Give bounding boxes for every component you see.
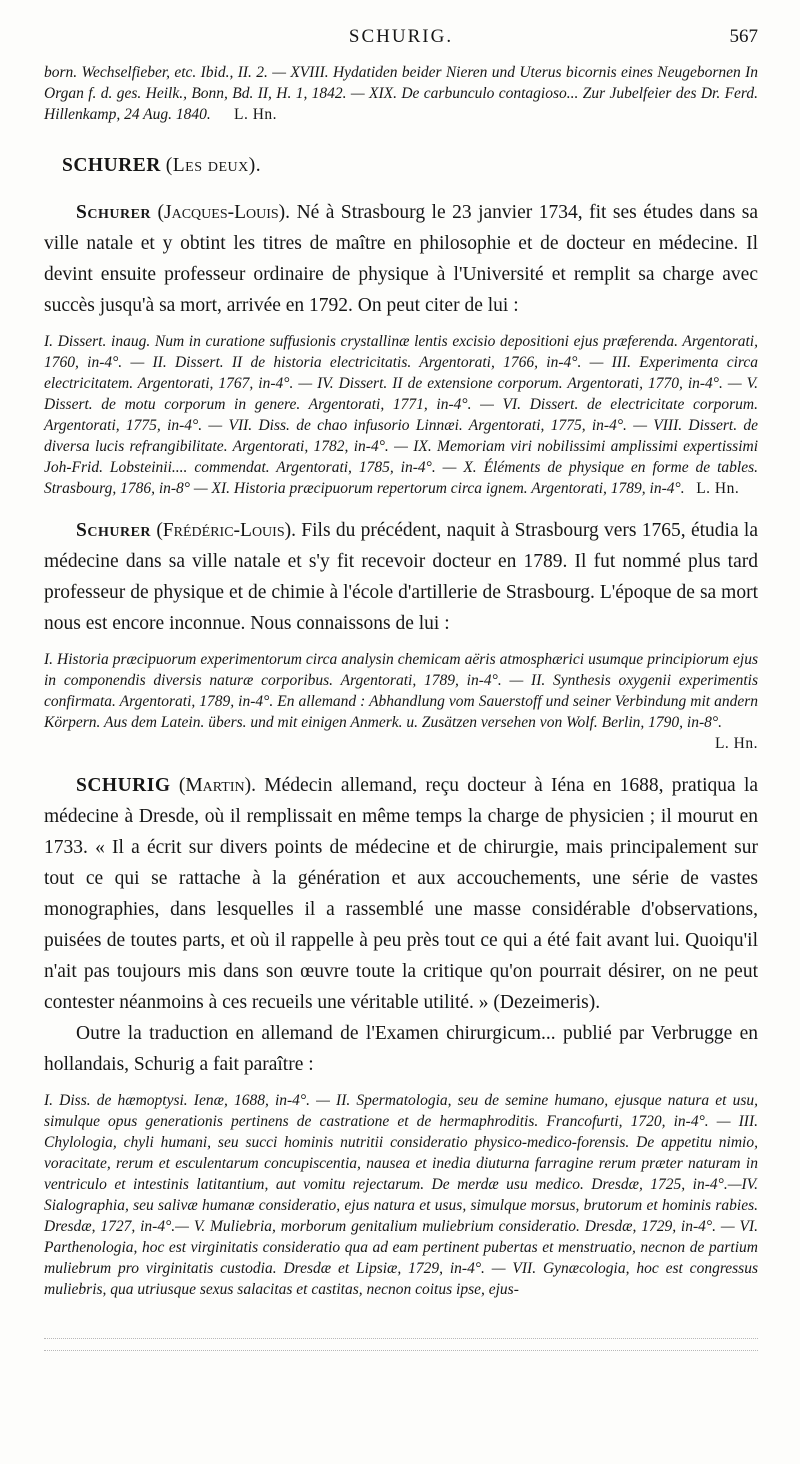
faint-rule-1 [44,1338,758,1340]
entry-jacques-bibliography [44,331,758,499]
family-heading [44,151,758,181]
entry-frederic-louis [44,515,758,754]
page-number: 567 [729,26,758,47]
entry-frederic-forename: (Frédéric-Louis). [156,520,296,541]
entry-schurig-text-2: Outre la traduction en allemand de l'Examen chirurgicum... publié par Verbrugge en hollandais, Schurig a fait paraître : [44,1023,758,1075]
entry-schurig-bibliography [44,1090,758,1300]
entry-schurig-forename: (Martin). [178,775,256,796]
entry-schurig-biblio-text: I. Diss. de hæmoptysi. Ienæ, 1688, in-4°. — II. Spermatologia, seu de semine humano, ejusque natura et usu, simulque opus generationis pertinens de castratione et de hermaphroditis. Francofurti, 1720, in-4°. — III. Chylologia, chyli humani, seu succi hominis nutritii consideratio physico-medico-forensis. De appetitu nimio, voracitate, rerum et esculentarum concupiscentia, nausea et inedia diuturna farragine rerum præter naturam in ventriculo et intestinis latitantium, aut vomitu rejectarum. De merdæ usu medico. Dresdæ, 1725, in-4°.—IV. Sialographia, seu salivæ humanæ consideratio, ejus natura et usus, simulque morsus, brutorum et hominis rabies. Dresdæ, 1727, in-4°.— V. Muliebria, morborum genitalium muliebrium consideratio. Dresdæ, 1729, in-4°. — VI. Parthenologia, hoc est virginitatis consideratio qua ad eam pertinent pubertas et menstruatio, necnon de partium muliebrum pro virginitatis custodia. Dresdæ et Lipsiæ, 1729, in-4°. — VII. Gynæcologia, hoc est congressus muliebris, qua utriusque sexus salacitas et castitas, necnon coitus ipse, ejus- [44,1092,758,1298]
entry-jacques-forename: (Jacques-Louis). [157,202,291,223]
continuation-body: born. Wechselfieber, etc. Ibid., II. 2. — XVIII. Hydatiden beider Nieren und Uterus bicornis eines Neugebornen In Organ f. d. ges. Heilk., Bonn, Bd. II, H. 1, 1842. — XIX. De carbunculo contagioso... Zur Jubelfeier des Dr. Ferd. Hillenkamp, 24 Aug. 1840. [44,64,758,123]
running-head [44,26,758,58]
family-heading-rest: (Les deux). [165,155,262,176]
entry-frederic-signature-line [44,733,758,754]
entry-schurig-paragraph-2 [44,1018,758,1080]
entry-schurig-paragraph [44,770,758,1018]
entry-frederic-text: Fils du précédent, naquit à Strasbourg vers 1765, étudia la médecine dans sa ville natale et s'y fit recevoir docteur en 1789. Il fut nommé plus tard professeur de physique et de chimie à l'école d'artillerie de Strasbourg. L'époque de sa mort nous est encore inconnue. Nous connaissons de lui : [44,520,758,634]
entry-frederic-signature: L. Hn. [714,735,758,752]
faint-rule-2 [44,1350,758,1352]
entry-schurig-text: Médecin allemand, reçu docteur à Iéna en 1688, pratiqua la médecine à Dresde, où il remplissait en même temps la charge de physicien ; il mourut en 1733. « Il a écrit sur divers points de médecine et de chirurgie, mais principalement sur tout ce qui se rattache à la génération et aux accouchements, une série de vastes monographies, dans lesquelles il a rassemblé une masse considérable d'observations, puisées de toutes parts, et où il rappelle à peu près tout ce qui a été fait avant lui. Quoiqu'il n'ait pas toujours mis dans son œuvre toute la critique qu'on pourrait désirer, on ne peut contester néanmoins à ces recueils une véritable utilité. » (Dezeimeris). [44,775,759,1013]
entry-jacques-biblio-text: I. Dissert. inaug. Num in curatione suffusionis crystallinæ lentis excisio depositioni ejus præferenda. Argentorati, 1760, in-4°. — II. Dissert. II de historia electricitatis. Argentorati, 1766, in-4°. — III. Experimenta circa electricitatem. Argentorati, 1767, in-4°. — IV. Dissert. II de extensione corporum. Argentorati, 1770, in-4°. — V. Dissert. de motu corporum in genere. Argentorati, 1771, in-4°. — VI. Dissert. de electricitate corporum. Argentorati, 1775, in-4°. — VII. Diss. de chao infusorio Linnæi. Argentorati, 1775, in-4°. — VIII. Dissert. de diversa lucis refrangibilitate. Argentorati, 1782, in-4°. — IX. Memoriam viri nobilissimi amplissimi expertissimi Joh-Frid. Lobsteinii.... commendat. Argentorati, 1785, in-4°. — X. Éléments de physique en forme de tables. Strasbourg, 1786, in-8° — XI. Historia præcipuorum repertorum circa ignem. Argentorati, 1789, in-4°. [44,333,758,497]
entry-frederic-name: Schurer [76,520,152,541]
entry-frederic-biblio-text: I. Historia præcipuorum experimentorum circa analysin chemicam aëris atmosphærici usumque principiorum ejus in componendis diversis naturæ corporibus. Argentorati, 1789, in-4°. — II. Synthesis oxygenii experimentis confirmata. Argentorati, 1789, in-4°. En allemand : Abhandlung vom Sauerstoff und seiner Verbindung mit andern Körpern. Aus dem Latein. übers. und mit einigen Anmerk. u. Zusätzen versehen von Wolf. Berlin, 1790, in-8°. [44,651,758,731]
entry-jacques-paragraph [44,197,758,321]
continuation-block [44,62,758,125]
entry-frederic-bibliography [44,649,758,733]
entry-jacques-name: Schurer [76,202,152,223]
bottom-rule-area [44,1338,758,1352]
running-head-title: SCHURIG. [348,26,454,47]
entry-frederic-paragraph [44,515,758,639]
entry-jacques-signature: L. Hn. [696,480,740,497]
continuation-signature: L. Hn. [234,106,278,123]
entry-jacques-louis [44,197,758,499]
entry-jacques-text: Né à Strasbourg le 23 janvier 1734, fit ses études dans sa ville natale et y obtint les titres de maître en philosophie et de docteur en médecine. Il devint ensuite professeur ordinaire de physique à l'Université et remplit sa charge avec succès jusqu'à sa mort, arrivée en 1792. On peut citer de lui : [44,202,759,316]
family-heading-name: SCHURER [62,155,161,176]
entry-schurig-martin [44,770,758,1300]
continuation-text [44,62,758,125]
entry-schurig-name: SCHURIG [76,775,171,796]
